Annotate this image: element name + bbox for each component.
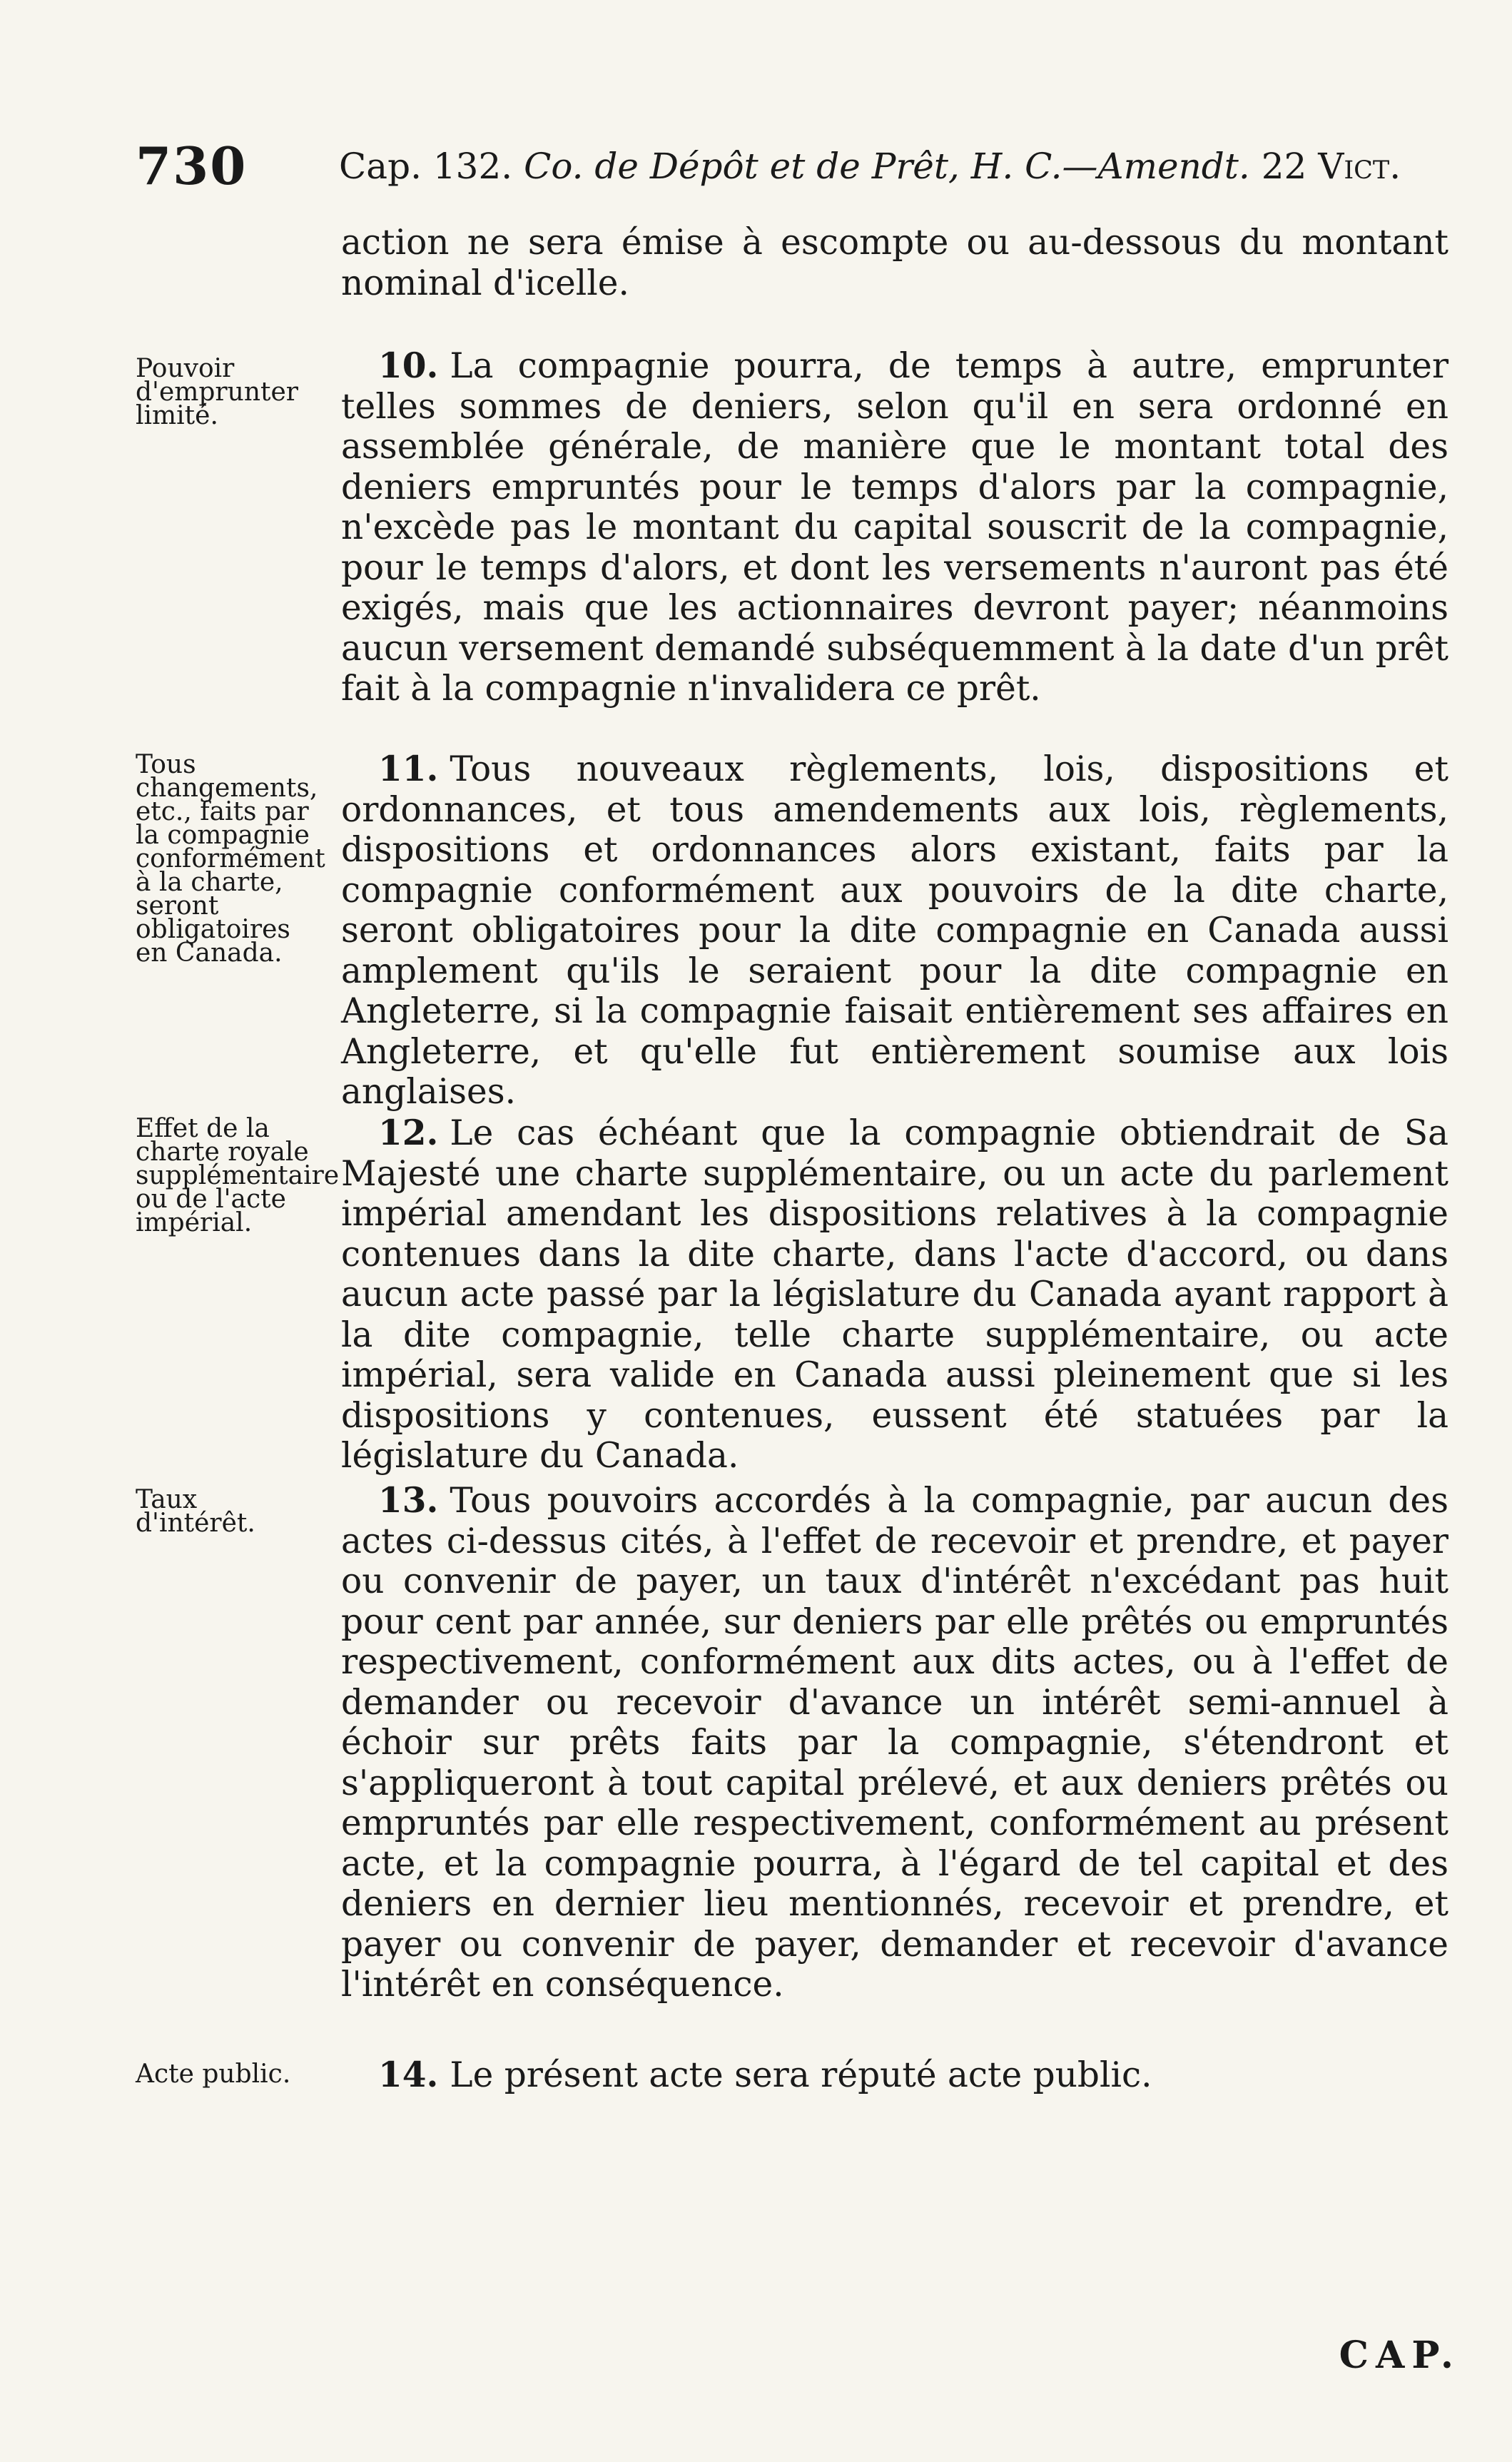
section-12 (341, 1113, 1448, 1476)
section-14 (341, 2055, 1448, 2096)
margin-note-section-12: Effet de la charte royale supplémentaire ou de l'acte impérial. (136, 1114, 340, 1237)
section-number: 14. (378, 2055, 439, 2095)
section-text: La compagnie pourra, de temps à autre, emprunter telles sommes de deniers, selon qu'il en sera ordonné en assemblée générale, de manière que le montant total des deniers empruntés pour le temps d'alors par la compagnie, n'excède pas le montant du capital souscrit de la compagnie, pour le temps d'alors, et dont les versements n'auront pas été exigés, mais que les actionnaires devront payer; néanmoins aucun versement demandé subséquemment à la date d'un prêt fait à la compagnie n'invalidera ce prêt. (341, 346, 1448, 709)
section-text: Le présent acte sera réputé acte public. (450, 2055, 1152, 2095)
section-number: 11. (378, 749, 439, 789)
margin-note-section-13: Taux d'intérêt. (136, 1485, 255, 1538)
page-number: 730 (136, 136, 248, 196)
running-header (136, 136, 1448, 196)
continuation-paragraph: action ne sera émise à escompte ou au-dessous du montant nominal d'icelle. (341, 223, 1448, 303)
margin-note-section-10: Pouvoir d'emprunter limité. (136, 354, 298, 430)
section-text: Le cas échéant que la compagnie obtiendrait de Sa Majesté une charte supplémentaire, ou un acte du parlement impérial amendant les dispositions relatives à la compagnie contenues dans la dite charte, dans l'acte d'accord, ou dans aucun acte passé par la législature du Canada ayant rapport à la dite compagnie, telle charte supplémentaire, ou acte impérial, sera valide en Canada aussi pleinement que si les dispositions y contenues, eussent été statuées par la législature du Canada. (341, 1113, 1448, 1476)
act-title: Co. de Dépôt et de Prêt, H. C.—Amendt. (524, 146, 1250, 187)
section-13 (341, 1481, 1448, 2005)
section-number: 13. (378, 1480, 439, 1521)
section-11 (341, 749, 1448, 1113)
margin-note-section-11: Tous changements, etc., faits par la compagnie conformément à la charte, seront obligatoires en Canada. (136, 750, 325, 968)
running-head-title (339, 146, 1401, 187)
section-number: 10. (378, 345, 439, 386)
margin-note-section-14: Acte public. (136, 2060, 291, 2089)
section-number: 12. (378, 1113, 439, 1153)
section-text: Tous nouveaux règlements, lois, dispositions et ordonnances, et tous amendements aux lois, règlements, dispositions et ordonnances alors existant, faits par la compagnie conformément aux pouvoirs de la dite charte, seront obligatoires pour la dite compagnie en Canada aussi amplement qu'ils le seraient pour la dite compagnie en Angleterre, si la compagnie faisait entièrement ses affaires en Angleterre, et qu'elle fut entièrement soumise aux lois anglaises. (341, 749, 1448, 1112)
chapter-label: Cap. 132. (339, 146, 513, 187)
catchword: CAP. (1339, 2334, 1461, 2377)
regnal-year: 22 Vict. (1261, 146, 1401, 187)
section-text: Tous pouvoirs accordés à la compagnie, par aucun des actes ci-dessus cités, à l'effet de recevoir et prendre, et payer ou convenir de payer, un taux d'intérêt n'excédant pas huit pour cent par année, sur deniers par elle prêtés ou empruntés respectivement, conformément aux dits actes, ou à l'effet de demander ou recevoir d'avance un intérêt semi-annuel à échoir sur prêts faits par la compagnie, s'étendront et s'appliqueront à tout capital prélevé, et aux deniers prêtés ou empruntés par elle respectivement, conformément au présent acte, et la compagnie pourra, à l'égard de tel capital et des deniers en dernier lieu mentionnés, recevoir et prendre, et payer ou convenir de payer, demander et recevoir d'avance l'intérêt en conséquence. (341, 1481, 1448, 2005)
section-10 (341, 346, 1448, 709)
